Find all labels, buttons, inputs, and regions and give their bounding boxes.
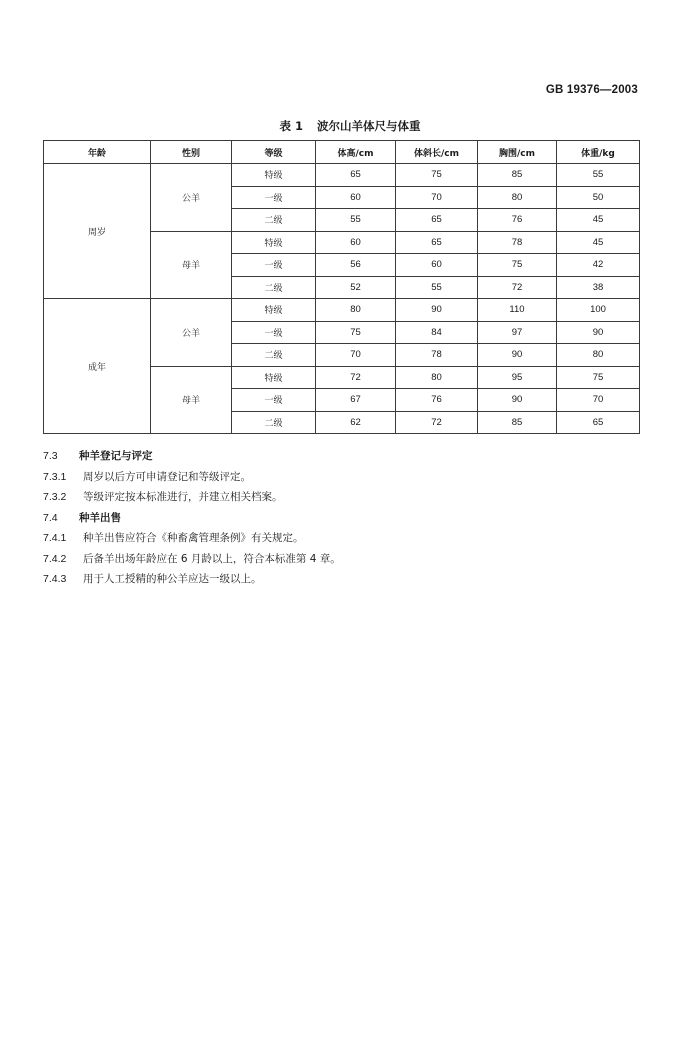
column-header: 性别 xyxy=(151,141,232,164)
clause-number: 7.4.1 xyxy=(43,532,67,544)
value-cell: 50 xyxy=(557,186,640,209)
clause-item xyxy=(43,467,643,488)
value-cell: 110 xyxy=(478,299,557,322)
value-cell: 70 xyxy=(396,186,478,209)
value-cell: 90 xyxy=(478,389,557,412)
value-cell: 60 xyxy=(316,231,396,254)
value-cell: 75 xyxy=(478,254,557,277)
table-row xyxy=(44,299,640,322)
value-cell: 90 xyxy=(557,321,640,344)
sex-cell: 公羊 xyxy=(151,299,232,367)
value-cell: 80 xyxy=(396,366,478,389)
value-cell: 80 xyxy=(557,344,640,367)
clause-text: 种羊出售 xyxy=(79,511,121,524)
sex-cell: 母羊 xyxy=(151,366,232,434)
value-cell: 60 xyxy=(316,186,396,209)
clause-item xyxy=(43,569,643,590)
clause-number: 7.3 xyxy=(43,450,58,462)
clauses-section xyxy=(43,446,643,590)
value-cell: 52 xyxy=(316,276,396,299)
column-header: 胸围/cm xyxy=(478,141,557,164)
value-cell: 84 xyxy=(396,321,478,344)
clause-text: 后备羊出场年龄应在 6 月龄以上，符合本标准第 4 章。 xyxy=(83,552,341,565)
value-cell: 55 xyxy=(557,164,640,187)
table-title: 波尔山羊体尺与体重 xyxy=(317,119,421,133)
value-cell: 56 xyxy=(316,254,396,277)
clause-item xyxy=(43,549,643,570)
table-caption xyxy=(0,118,700,134)
value-cell: 97 xyxy=(478,321,557,344)
value-cell: 80 xyxy=(478,186,557,209)
value-cell: 78 xyxy=(396,344,478,367)
column-header: 年龄 xyxy=(44,141,151,164)
value-cell: 65 xyxy=(557,411,640,434)
value-cell: 85 xyxy=(478,411,557,434)
sex-cell: 母羊 xyxy=(151,231,232,299)
grade-cell: 一级 xyxy=(232,186,316,209)
value-cell: 42 xyxy=(557,254,640,277)
grade-cell: 特级 xyxy=(232,299,316,322)
age-cell: 成年 xyxy=(44,299,151,434)
table-number: 表 1 xyxy=(279,119,303,133)
grade-cell: 一级 xyxy=(232,321,316,344)
grade-cell: 一级 xyxy=(232,254,316,277)
clause-text: 用于人工授精的种公羊应达一级以上。 xyxy=(83,573,262,585)
value-cell: 67 xyxy=(316,389,396,412)
value-cell: 80 xyxy=(316,299,396,322)
clause-number: 7.3.2 xyxy=(43,491,67,503)
table-row xyxy=(44,164,640,187)
clause-text: 种羊登记与评定 xyxy=(79,450,153,462)
clause-number: 7.4 xyxy=(43,511,58,524)
value-cell: 70 xyxy=(557,389,640,412)
value-cell: 95 xyxy=(478,366,557,389)
clause-number: 7.3.1 xyxy=(43,470,67,483)
column-header: 体重/kg xyxy=(557,141,640,164)
body-measurement-table xyxy=(43,140,640,434)
value-cell: 65 xyxy=(396,231,478,254)
grade-cell: 二级 xyxy=(232,209,316,232)
grade-cell: 二级 xyxy=(232,344,316,367)
value-cell: 100 xyxy=(557,299,640,322)
grade-cell: 一级 xyxy=(232,389,316,412)
value-cell: 72 xyxy=(478,276,557,299)
value-cell: 65 xyxy=(316,164,396,187)
value-cell: 55 xyxy=(316,209,396,232)
clause-heading xyxy=(43,508,643,529)
column-header: 体高/cm xyxy=(316,141,396,164)
value-cell: 76 xyxy=(478,209,557,232)
clause-number: 7.4.3 xyxy=(43,573,67,585)
clause-text: 等级评定按本标准进行，并建立相关档案。 xyxy=(83,491,283,503)
value-cell: 90 xyxy=(396,299,478,322)
value-cell: 72 xyxy=(396,411,478,434)
grade-cell: 二级 xyxy=(232,411,316,434)
value-cell: 38 xyxy=(557,276,640,299)
column-header: 体斜长/cm xyxy=(396,141,478,164)
clause-text: 周岁以后方可申请登记和等级评定。 xyxy=(83,470,251,483)
standard-code: GB 19376—2003 xyxy=(545,84,638,96)
grade-cell: 特级 xyxy=(232,231,316,254)
sex-cell: 公羊 xyxy=(151,164,232,232)
age-cell: 周岁 xyxy=(44,164,151,299)
value-cell: 78 xyxy=(478,231,557,254)
value-cell: 90 xyxy=(478,344,557,367)
value-cell: 62 xyxy=(316,411,396,434)
value-cell: 75 xyxy=(316,321,396,344)
value-cell: 55 xyxy=(396,276,478,299)
table-header-row xyxy=(44,141,640,164)
value-cell: 75 xyxy=(396,164,478,187)
value-cell: 45 xyxy=(557,231,640,254)
clause-item xyxy=(43,528,643,549)
clause-number: 7.4.2 xyxy=(43,552,67,565)
clause-heading xyxy=(43,446,643,467)
value-cell: 65 xyxy=(396,209,478,232)
value-cell: 45 xyxy=(557,209,640,232)
value-cell: 72 xyxy=(316,366,396,389)
value-cell: 75 xyxy=(557,366,640,389)
clause-item xyxy=(43,487,643,508)
grade-cell: 二级 xyxy=(232,276,316,299)
value-cell: 70 xyxy=(316,344,396,367)
grade-cell: 特级 xyxy=(232,164,316,187)
value-cell: 85 xyxy=(478,164,557,187)
value-cell: 76 xyxy=(396,389,478,412)
column-header: 等级 xyxy=(232,141,316,164)
value-cell: 60 xyxy=(396,254,478,277)
clause-text: 种羊出售应符合《种畜禽管理条例》有关规定。 xyxy=(83,532,304,544)
grade-cell: 特级 xyxy=(232,366,316,389)
